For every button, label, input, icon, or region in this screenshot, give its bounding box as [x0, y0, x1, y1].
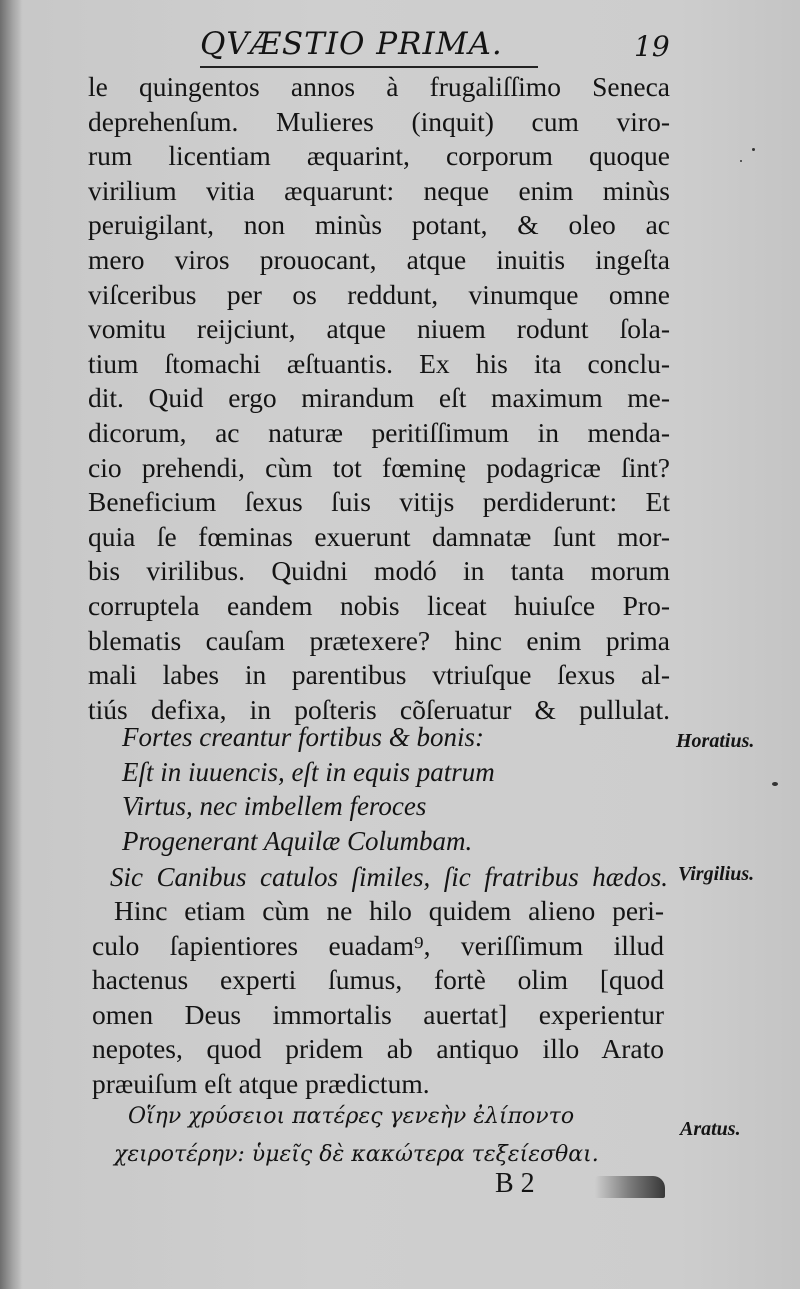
text-line: nepotes, quod pridem ab antiquo illo Arato: [92, 1033, 664, 1065]
text-line: peruigilant, non minùs potant, & oleo ac: [88, 209, 670, 241]
text-line: Hinc etiam cùm ne hilo quidem alieno peri-: [114, 895, 664, 926]
text-line: tiús defixa, in poſteris cõſeruatur & pullulat.: [88, 693, 670, 725]
ink-smudge: [595, 1176, 665, 1198]
signature-mark: B 2: [495, 1168, 535, 1199]
text-line: deprehenſum. Mulieres (inquit) cum viro-: [88, 105, 670, 137]
page-header: [0, 26, 800, 70]
ink-speck: [752, 148, 755, 151]
ink-speck: [740, 160, 742, 162]
text-line: quia ſe fœminas exuerunt damnatæ ſunt mor-: [88, 520, 670, 552]
greek-quotation: [114, 1098, 599, 1174]
greek-line: Οἵην χρύσειοι πατέρες γενεὴν ἐλίποντο: [128, 1104, 575, 1129]
second-paragraph: [92, 894, 664, 1102]
gutter-shadow: [0, 0, 22, 1289]
margin-note-aratus: Aratus.: [680, 1118, 741, 1140]
text-line: bis virilibus. Quidni modó in tanta morum: [88, 555, 670, 587]
text-line: tium ſtomachi æſtuantis. Ex his ita conclu-: [88, 347, 670, 379]
text-line: blematis cauſam prætexere? hinc enim prima: [88, 624, 670, 656]
greek-line: χειροτέρην: ὑμεῖς δὲ κακώτερα τεξείεσθαι.: [114, 1142, 599, 1167]
verse-line: Eſt in iuuencis, eſt in equis patrum: [122, 756, 495, 787]
text-line: viſceribus per os reddunt, vinumque omne: [88, 278, 670, 310]
margin-note-horatius: Horatius.: [676, 730, 755, 752]
verse-line: Progenerant Aquilæ Columbam.: [122, 825, 473, 856]
main-paragraph: [88, 70, 670, 727]
text-line: virilium vitia æquarunt: neque enim minùs: [88, 174, 670, 206]
text-line: dit. Quid ergo mirandum eſt maximum me-: [88, 382, 670, 414]
verse-line: Fortes creantur fortibus & bonis:: [122, 722, 484, 752]
text-line: culo ſapientiores euadam⁹, veriſſimum illud: [92, 929, 664, 961]
text-line: hactenus experti ſumus, fortè olim [quod: [92, 964, 664, 996]
ink-speck: [772, 782, 778, 786]
text-line last-line: præuiſum eſt atque prædictum.: [92, 1067, 430, 1099]
text-line: mero viros prouocant, atque inuitis ingeſta: [88, 243, 670, 275]
text-line: corruptela eandem nobis liceat huiuſce Pro-: [88, 589, 670, 621]
verse-line: Virtus, nec imbellem feroces: [122, 791, 427, 822]
text-line: dicorum, ac naturæ peritiſſimum in menda-: [88, 416, 670, 448]
horace-verse: [122, 720, 495, 858]
text-line: vomitu reijciunt, atque niuem rodunt ſola-: [88, 313, 670, 345]
text-line: le quingentos annos à frugaliſſimo Seneca: [88, 71, 670, 102]
running-title: QVÆSTIO PRIMA.: [200, 26, 503, 62]
header-rule: [200, 66, 538, 68]
text-line: omen Deus immortalis auertat] experientur: [92, 998, 664, 1030]
text-line: mali labes in parentibus vtriuſque ſexus al-: [88, 659, 670, 691]
margin-note-virgilius: Virgilius.: [678, 863, 755, 885]
virgil-verse: Sic Canibus catulos ſimiles, ſic fratribus hædos.: [110, 862, 668, 892]
text-line: Beneficium ſexus ſuis vitijs perdiderunt: Et: [88, 486, 670, 518]
page-number: 19: [634, 30, 670, 63]
text-line: cio prehendi, cùm tot fœminę podagricæ ſint?: [88, 451, 670, 483]
text-line: rum licentiam æquarint, corporum quoque: [88, 140, 670, 172]
